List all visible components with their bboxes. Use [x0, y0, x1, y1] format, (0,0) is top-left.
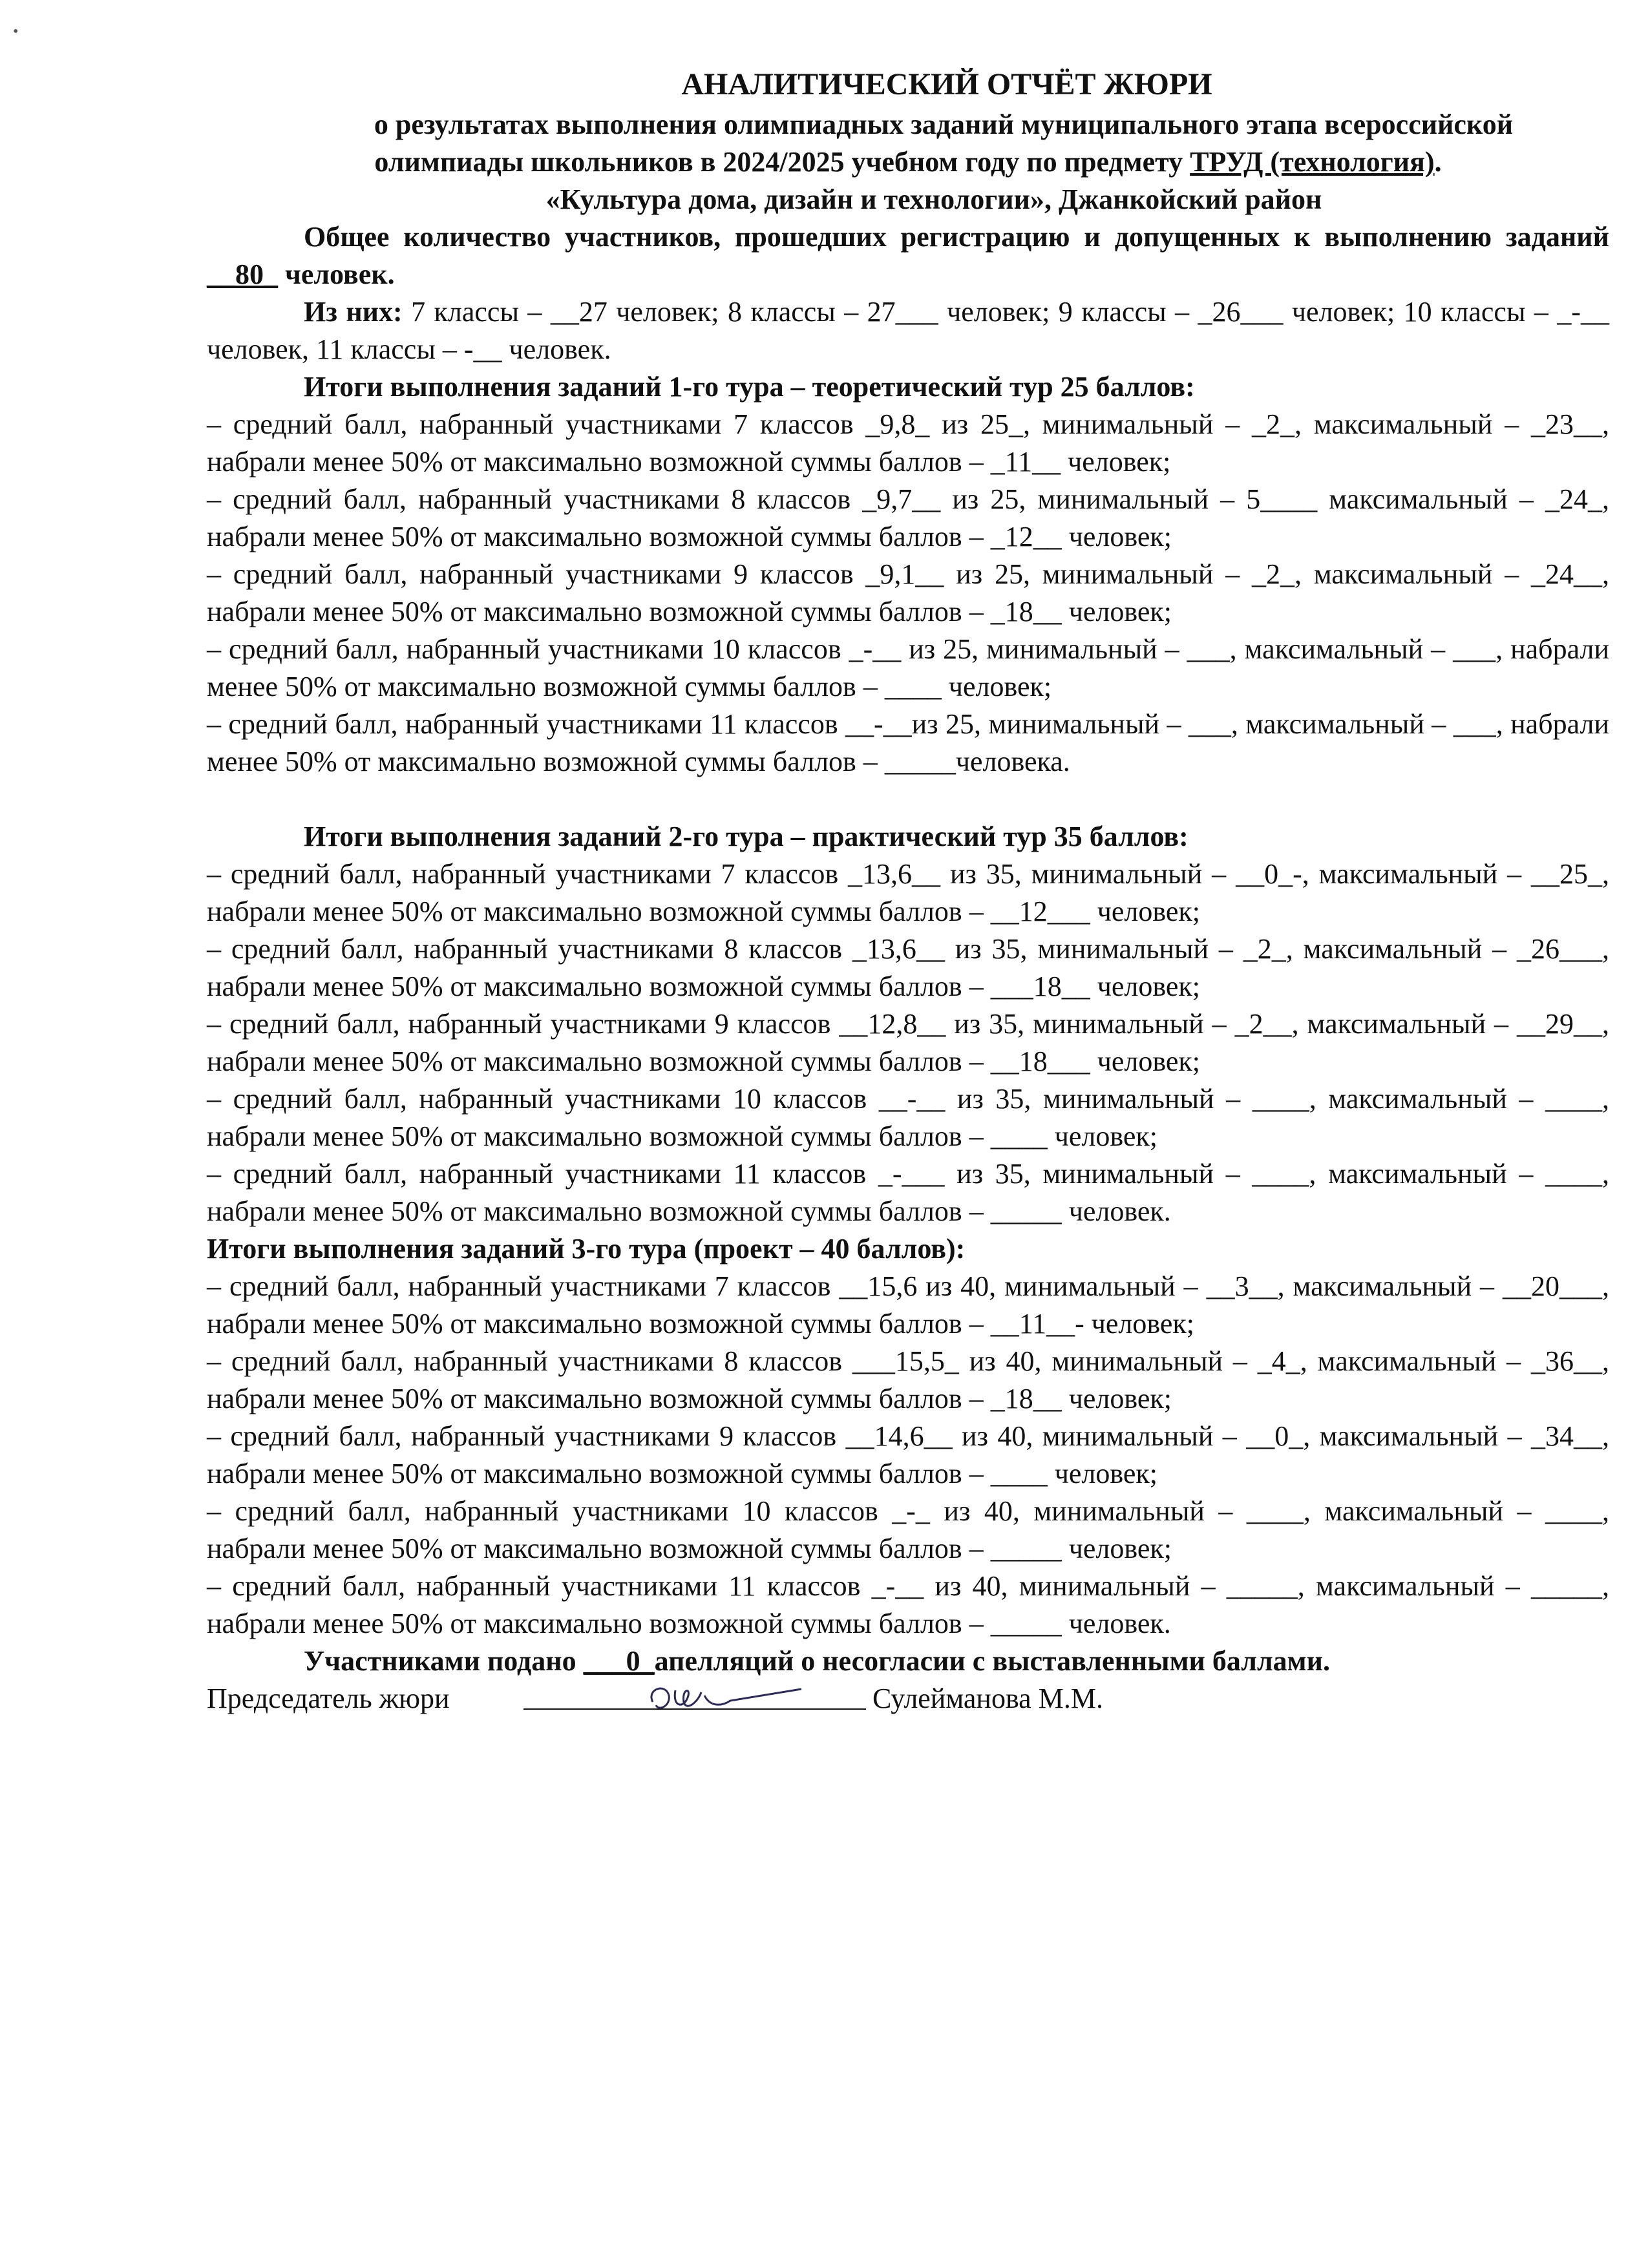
signature-scribble — [640, 1676, 808, 1721]
tour3-results — [207, 1268, 1609, 1643]
tour2-grade8: – средний балл, набранный участниками 8 классов _13,6__ из 35, минимальный – _2_, максимальный – _26___, набрали менее 50% от максимально возможной суммы баллов – ___18__ человек; — [207, 933, 1609, 1002]
report-subtitle-line2: олимпиады школьников в 2024/2025 учебном году по предмету ТРУД (технология). — [374, 146, 1442, 178]
tour1-heading: Итоги выполнения заданий 1-го тура – теоретический тур 25 баллов: — [304, 371, 1195, 403]
chair-name: Сулейманова М.М. — [872, 1683, 1103, 1714]
tour3-grade9: – средний балл, набранный участниками 9 классов __14,6__ из 40, минимальный – __0_, максимальный – _34__, набрали менее 50% от максимально возможной суммы баллов – ____ человек; — [207, 1420, 1609, 1489]
subject-name: ТРУД (технология) — [1190, 146, 1435, 178]
tour3-grade7: – средний балл, набранный участниками 7 классов __15,6 из 40, минимальный – __3__, максимальный – __20___, набрали менее 50% от максимально возможной суммы баллов – __11__- человек; — [207, 1270, 1609, 1339]
report-subtitle-line1: о результатах выполнения олимпиадных заданий муниципального этапа всероссийской — [374, 109, 1514, 140]
signature-row — [207, 1680, 1609, 1732]
participants-total: Общее количество участников, прошедших регистрацию и допущенных к выполнению заданий __80_ человек. — [207, 221, 1609, 290]
tour1-grade7: – средний балл, набранный участниками 7 классов _9,8_ из 25_, минимальный – _2_, максимальный – _23__, набрали менее 50% от максимально возможной суммы баллов – _11__ человек; — [207, 408, 1609, 478]
tour1-grade8: – средний балл, набранный участниками 8 классов _9,7__ из 25, минимальный – 5____ максимальный – _24_, набрали менее 50% от максимально возможной суммы баллов – _12__ человек; — [207, 483, 1609, 552]
tour3-grade11: – средний балл, набранный участниками 11 классов _-__ из 40, минимальный – _____, максимальный – _____, набрали менее 50% от максимально возможной суммы баллов – _____ человек. — [207, 1570, 1609, 1639]
tour2-grade7: – средний балл, набранный участниками 7 классов _13,6__ из 35, минимальный – __0_-, максимальный – __25_, набрали менее 50% от максимально возможной суммы баллов – __12___ человек; — [207, 858, 1609, 927]
scan-mark: • — [13, 23, 19, 40]
tour2-grade10: – средний балл, набранный участниками 10 классов __-__ из 35, минимальный – ____, максимальный – ____, набрали менее 50% от максимально возможной суммы баллов – ____ человек; — [207, 1083, 1609, 1152]
appeals-line: Участниками подано ___0_апелляций о несогласии с выставленными баллами. — [304, 1645, 1330, 1677]
tour3-grade8: – средний балл, набранный участниками 8 классов ___15,5_ из 40, минимальный – _4_, максимальный – _36__, набрали менее 50% от максимально возможной суммы баллов – _18__ человек; — [207, 1345, 1609, 1414]
tour3-grade10: – средний балл, набранный участниками 10 классов _-_ из 40, минимальный – ____, максимальный – ____, набрали менее 50% от максимально возможной суммы баллов – _____ человек; — [207, 1495, 1609, 1564]
tour1-results — [207, 406, 1609, 781]
tour1-grade10: – средний балл, набранный участниками 10 классов _-__ из 25, минимальный – ___, максимальный – ___, набрали менее 50% от максимально возможной суммы баллов – ____ человек; — [207, 633, 1609, 702]
tour1-grade9: – средний балл, набранный участниками 9 классов _9,1__ из 25, минимальный – _2_, максимальный – _24__, набрали менее 50% от максимально возможной суммы баллов – _18__ человек; — [207, 558, 1609, 627]
tour3-heading: Итоги выполнения заданий 3-го тура (проект – 40 баллов): — [207, 1233, 966, 1265]
tour2-grade9: – средний балл, набранный участниками 9 классов __12,8__ из 35, минимальный – _2__, максимальный – __29__, набрали менее 50% от максимально возможной суммы баллов – __18___ человек; — [207, 1008, 1609, 1077]
tour1-grade11: – средний балл, набранный участниками 11 классов __-__из 25, минимальный – ___, максимальный – ___, набрали менее 50% от максимально возможной суммы баллов – _____человека. — [207, 708, 1609, 777]
report-title: АНАЛИТИЧЕСКИЙ ОТЧЁТ ЖЮРИ — [681, 67, 1212, 101]
tour2-grade11: – средний балл, набранный участниками 11 классов _-___ из 35, минимальный – ____, максимальный – ____, набрали менее 50% от максимально возможной суммы баллов – _____ человек. — [207, 1158, 1609, 1227]
report-subtitle-line3: «Культура дома, дизайн и технологии», Джанкойский район — [545, 184, 1322, 215]
spacer — [207, 781, 1609, 818]
tour2-heading: Итоги выполнения заданий 2-го тура – практический тур 35 баллов: — [304, 821, 1188, 852]
tour2-results — [207, 856, 1609, 1230]
participants-breakdown: Из них: 7 классы – __27 человек; 8 классы – 27___ человек; 9 классы – _26___ человек; 10 классы – _-__ человек, 11 классы – -__ человек. — [207, 296, 1609, 365]
signature-label: Председатель жюри — [207, 1683, 450, 1714]
